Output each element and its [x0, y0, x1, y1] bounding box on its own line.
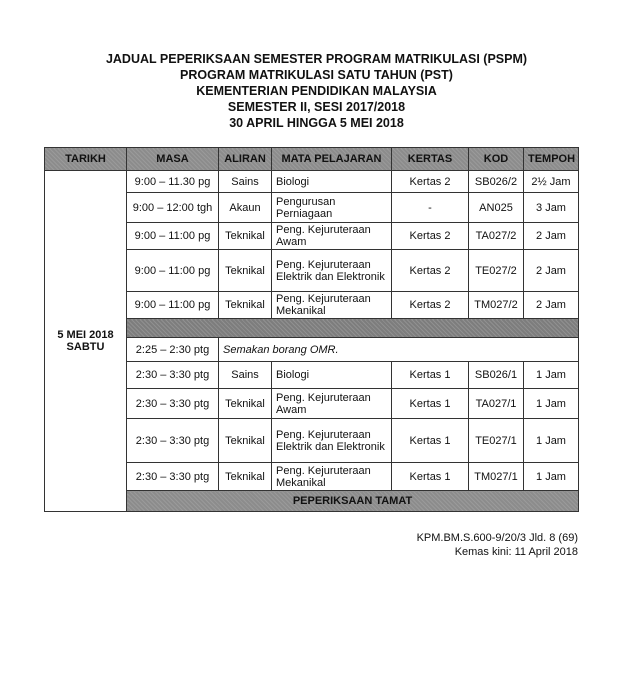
table-row: 2:30 – 3:30 ptg Teknikal Peng. Kejuruteraan Elektrik dan Elektronik Kertas 1 TE027/1 1 Jam	[45, 419, 579, 463]
table-row: 5 MEI 2018 SABTU 9:00 – 11.30 pg Sains Biologi Kertas 2 SB026/2 2½ Jam	[45, 171, 579, 193]
updated-date: Kemas kini: 11 April 2018	[454, 546, 578, 558]
title-line: JADUAL PEPERIKSAAN SEMESTER PROGRAM MATRIKULASI (PSPM)	[105, 52, 528, 66]
title-line: SEMESTER II, SESI 2017/2018	[227, 100, 406, 114]
table-row: 2:30 – 3:30 ptg Sains Biologi Kertas 1 SB026/1 1 Jam	[45, 362, 579, 389]
exam-end-label: PEPERIKSAAN TAMAT	[127, 491, 579, 512]
date-cell: 5 MEI 2018 SABTU	[45, 171, 127, 512]
col-aliran: ALIRAN	[219, 148, 272, 171]
table-row: 2:30 – 3:30 ptg Teknikal Peng. Kejuruteraan Mekanikal Kertas 1 TM027/1 1 Jam	[45, 463, 579, 491]
table-row: 9:00 – 11:00 pg Teknikal Peng. Kejuruteraan Awam Kertas 2 TA027/2 2 Jam	[45, 223, 579, 250]
title-line: 30 APRIL HINGGA 5 MEI 2018	[229, 116, 404, 130]
col-masa: MASA	[127, 148, 219, 171]
col-tempoh: TEMPOH	[524, 148, 579, 171]
exam-schedule-table	[44, 147, 579, 512]
reference-number: KPM.BM.S.600-9/20/3 Jld. 8 (69)	[416, 532, 578, 544]
document-title	[0, 51, 633, 131]
col-mata-pelajaran: MATA PELAJARAN	[272, 148, 392, 171]
title-line: PROGRAM MATRIKULASI SATU TAHUN (PST)	[180, 68, 453, 82]
table-row: 2:30 – 3:30 ptg Teknikal Peng. Kejuruteraan Awam Kertas 1 TA027/1 1 Jam	[45, 389, 579, 419]
title-line: KEMENTERIAN PENDIDIKAN MALAYSIA	[196, 84, 437, 98]
col-kod: KOD	[469, 148, 524, 171]
header-row	[45, 148, 579, 171]
col-tarikh: TARIKH	[45, 148, 127, 171]
table-row: 9:00 – 12:00 tgh Akaun Pengurusan Perniagaan - AN025 3 Jam	[45, 193, 579, 223]
omr-row: 2:25 – 2:30 ptg Semakan borang OMR.	[45, 338, 579, 362]
table-row: 9:00 – 11:00 pg Teknikal Peng. Kejuruteraan Elektrik dan Elektronik Kertas 2 TE027/2 2 Jam	[45, 250, 579, 292]
col-kertas: KERTAS	[392, 148, 469, 171]
break-shading	[127, 319, 579, 338]
table-row: 9:00 – 11:00 pg Teknikal Peng. Kejuruteraan Mekanikal Kertas 2 TM027/2 2 Jam	[45, 292, 579, 319]
